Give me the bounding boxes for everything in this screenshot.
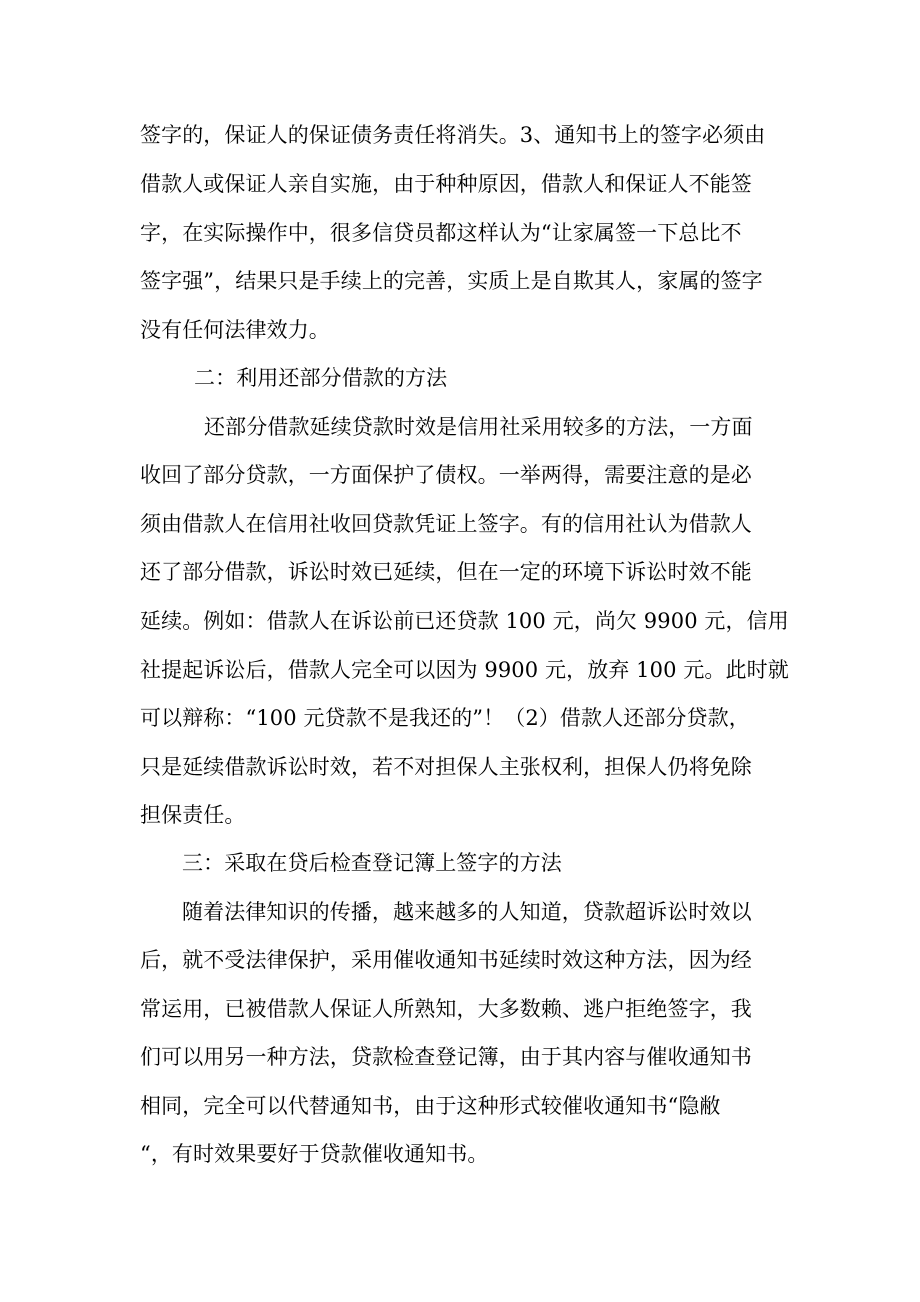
paragraph-line: 延续。例如：借款人在诉讼前已还贷款 100 元，尚欠 9900 元，信用 xyxy=(140,609,789,633)
paragraph-line: 社提起诉讼后，借款人完全可以因为 9900 元，放弃 100 元。此时就 xyxy=(140,658,789,682)
paragraph-line: “，有时效果要好于贷款催收通知书。 xyxy=(140,1142,489,1166)
paragraph-line: 还了部分借款，诉讼时效已延续，但在一定的环境下诉讼时效不能 xyxy=(140,560,752,584)
paragraph-line: 没有任何法律效力。 xyxy=(140,318,330,342)
paragraph-line: 相同，完全可以代替通知书，由于这种形式较催收通知书“隐敝 xyxy=(140,1094,721,1118)
section-heading-2: 二：利用还部分借款的方法 xyxy=(194,366,448,390)
paragraph-line: 签字强”，结果只是手续上的完善，实质上是自欺其人，家属的签字 xyxy=(140,269,763,293)
paragraph-line: 还部分借款延续贷款时效是信用社采用较多的方法，一方面 xyxy=(204,415,753,439)
paragraph-line: 可以辩称：“100 元贷款不是我还的”！（2）借款人还部分贷款， xyxy=(140,706,750,730)
paragraph-line: 们可以用另一种方法，贷款检查登记簿，由于其内容与催收通知书 xyxy=(140,1045,752,1069)
paragraph-line: 只是延续借款诉讼时效，若不对担保人主张权利，担保人仍将免除 xyxy=(140,755,752,779)
paragraph-line: 借款人或保证人亲自实施，由于种种原因，借款人和保证人不能签 xyxy=(140,172,752,196)
section-heading-3: 三：采取在贷后检查登记簿上签字的方法 xyxy=(182,851,562,875)
paragraph-line: 字，在实际操作中，很多信贷员都这样认为“让家属签一下总比不 xyxy=(140,221,742,245)
paragraph-line: 收回了部分贷款，一方面保护了债权。一举两得，需要注意的是必 xyxy=(140,463,752,487)
paragraph-line: 须由借款人在信用社收回贷款凭证上签字。有的信用社认为借款人 xyxy=(140,512,752,536)
paragraph-line: 后，就不受法律保护，采用催收通知书延续时效这种方法，因为经 xyxy=(140,948,752,972)
paragraph-line: 签字的，保证人的保证债务责任将消失。3、通知书上的签字必须由 xyxy=(140,123,766,147)
paragraph-line: 担保责任。 xyxy=(140,803,246,827)
paragraph-line: 随着法律知识的传播，越来越多的人知道，贷款超诉讼时效以 xyxy=(182,900,752,924)
paragraph-line: 常运用，已被借款人保证人所熟知，大多数赖、逃户拒绝签字，我 xyxy=(140,997,752,1021)
